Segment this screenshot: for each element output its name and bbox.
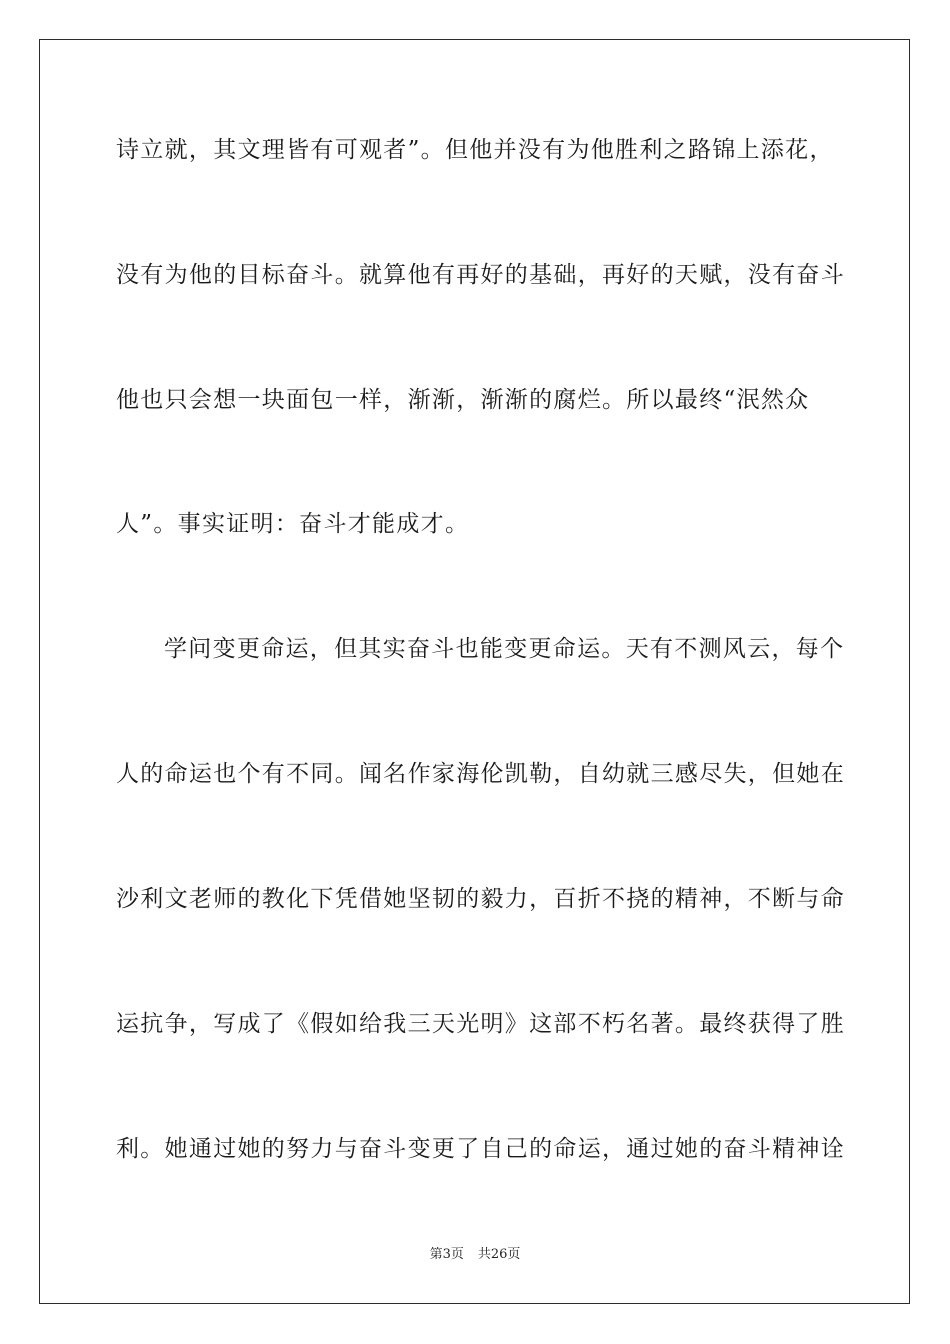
page-border <box>39 39 910 1304</box>
text-line-2: 没有为他的目标奋斗。就算他有再好的基础，再好的天赋，没有奋斗 <box>116 262 845 288</box>
text-line-4: 人”。事实证明：奋斗才能成才。 <box>116 511 470 537</box>
text-line-1: 诗立就，其文理皆有可观者”。但他并没有为他胜利之路锦上添花， <box>116 137 834 163</box>
text-line-6: 人的命运也个有不同。闻名作家海伦凯勒，自幼就三感尽失，但她在 <box>116 761 845 787</box>
text-line-9: 利。她通过她的努力与奋斗变更了自己的命运，通过她的奋斗精神诠 <box>116 1136 845 1162</box>
page-total: 共26页 <box>477 1247 521 1262</box>
page-number: 第3页 <box>429 1247 464 1262</box>
page-footer <box>0 1246 950 1264</box>
text-line-3: 他也只会想一块面包一样，渐渐，渐渐的腐烂。所以最终“泯然众 <box>116 387 810 413</box>
text-line-8: 运抗争，写成了《假如给我三天光明》这部不朽名著。最终获得了胜 <box>116 1011 845 1037</box>
text-line-5-paragraph-start: 学问变更命运，但其实奋斗也能变更命运。天有不测风云，每个 <box>164 636 845 662</box>
text-line-7: 沙利文老师的教化下凭借她坚韧的毅力，百折不挠的精神，不断与命 <box>116 886 845 912</box>
